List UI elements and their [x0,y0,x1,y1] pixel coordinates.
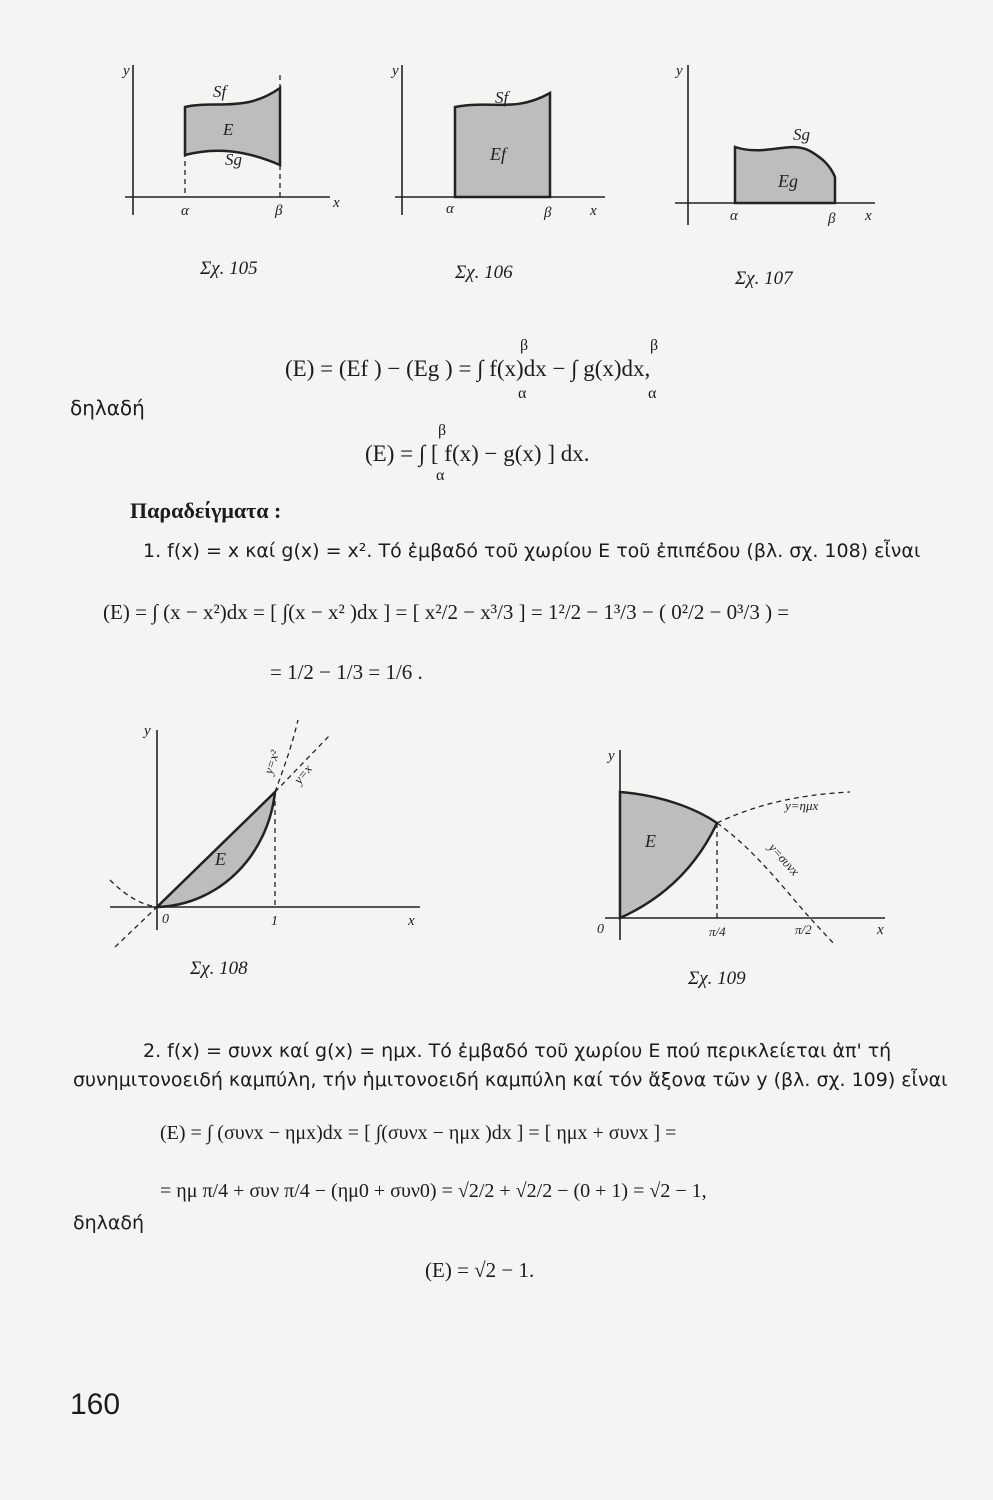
text-diladi-1: δηλαδή [70,396,145,420]
fig106-sf-label: Sf [495,88,509,107]
example-2-intro-line1: 2. f(x) = συνx καί g(x) = ημx. Τό ἐμβαδό τοῦ χωρίου Ε πού περικλείεται ἀπ' τή [143,1040,892,1062]
fig106-b-label: β [544,205,552,221]
fig106-ef-label: Ef [490,144,506,164]
figure-105 [105,55,355,225]
example-2-intro-line2: συνημιτονοειδή καμπύλη, τήν ἡμιτονοειδή καμπύλη καί τόν ἄξονα τῶν y (βλ. σχ. 109) εἶναι [73,1069,948,1091]
fig106-x-label: x [590,203,597,219]
fig106-y-label: y [392,63,399,79]
fig107-y-label: y [676,63,683,79]
figure-106 [380,55,630,225]
fig108-y-label: y [144,723,151,739]
formula2-limit-bottom: α [436,467,445,484]
fig107-a-label: α [730,208,738,224]
formula-area-difference: (E) = (Ef ) − (Eg ) = ∫ f(x)dx − ∫ g(x)dx, [285,356,651,381]
fig108-origin-label: 0 [162,912,169,927]
figure-108-caption: Σχ. 108 [190,958,248,979]
fig109-x-label: x [877,922,884,938]
fig105-sg-label: Sg [225,150,242,169]
fig105-a-label: α [181,203,189,219]
fig105-y-label: y [123,63,130,79]
fig107-b-label: β [828,211,836,227]
fig107-eg-label: Eg [778,171,798,191]
formula1-limit-bottom-2: α [648,385,657,402]
example-2-computation: (E) = ∫ (συνx − ημx)dx = [ ∫(συνx − ημx )dx ] = [ ημx + συνx ] = [160,1122,677,1144]
fig108-e-label: E [215,849,226,869]
fig105-e-label: E [223,120,234,139]
fig105-x-label: x [333,195,340,211]
example-2-final-result: (E) = √2 − 1. [425,1258,535,1282]
figure-109-caption: Σχ. 109 [688,968,746,989]
fig108-x-label: x [408,913,415,929]
formula1-limit-bottom-1: α [518,385,527,402]
figure-109-svg [585,740,905,960]
fig108-curve2-label: y=x [290,761,315,787]
figure-107-svg [660,55,910,235]
example-1-computation: (E) = ∫ (x − x²)dx = [ ∫(x − x² )dx ] = [ x²/2 − x³/3 ] = 1²/2 − 1³/3 − ( 0²/2 − 0³/3 ) = [103,600,790,624]
fig109-e-label: E [645,831,656,851]
figure-105-caption: Σχ. 105 [200,258,258,279]
fig108-curve1-label: y=x² [260,748,283,776]
figure-108 [100,715,430,955]
figure-106-caption: Σχ. 106 [455,262,513,283]
example-2-evaluation: = ημ π/4 + συν π/4 − (ημ0 + συν0) = √2/2 + √2/2 − (0 + 1) = √2 − 1, [160,1180,707,1202]
fig109-pi2-label: π/2 [795,922,812,937]
example-1-result: = 1/2 − 1/3 = 1/6 . [270,660,423,684]
figure-107 [660,55,910,235]
heading-examples: Παραδείγματα : [130,498,282,523]
formula1-limit-top-2: β [650,337,659,354]
formula-area-integral: (E) = ∫ [ f(x) − g(x) ] dx. [365,441,590,466]
fig109-origin-label: 0 [597,922,604,937]
formula2-limit-top: β [438,422,447,439]
fig107-x-label: x [865,208,872,224]
fig109-y-label: y [608,748,615,764]
text-diladi-2: δηλαδή [73,1212,145,1234]
fig105-sf-label: Sf [213,82,227,101]
fig109-pi4-label: π/4 [709,924,726,939]
figure-107-caption: Σχ. 107 [735,268,793,289]
figure-105-svg [105,55,355,225]
fig108-one-label: 1 [271,914,278,929]
figure-106-svg [380,55,630,225]
fig109-curve1-label: y=ημx [785,798,819,813]
fig106-a-label: α [446,201,454,217]
fig107-sg-label: Sg [793,125,810,144]
formula1-limit-top-1: β [520,337,529,354]
figure-109 [585,740,905,960]
example-1-intro: 1. f(x) = x καί g(x) = x². Τό ἐμβαδό τοῦ χωρίου Ε τοῦ ἐπιπέδου (βλ. σχ. 108) εἶναι [143,540,921,562]
page-number: 160 [70,1388,121,1421]
figure-108-svg [100,715,430,955]
fig109-curve2-label: y=συνx [765,839,803,879]
fig105-b-label: β [275,203,283,219]
fig109-region [620,792,717,918]
